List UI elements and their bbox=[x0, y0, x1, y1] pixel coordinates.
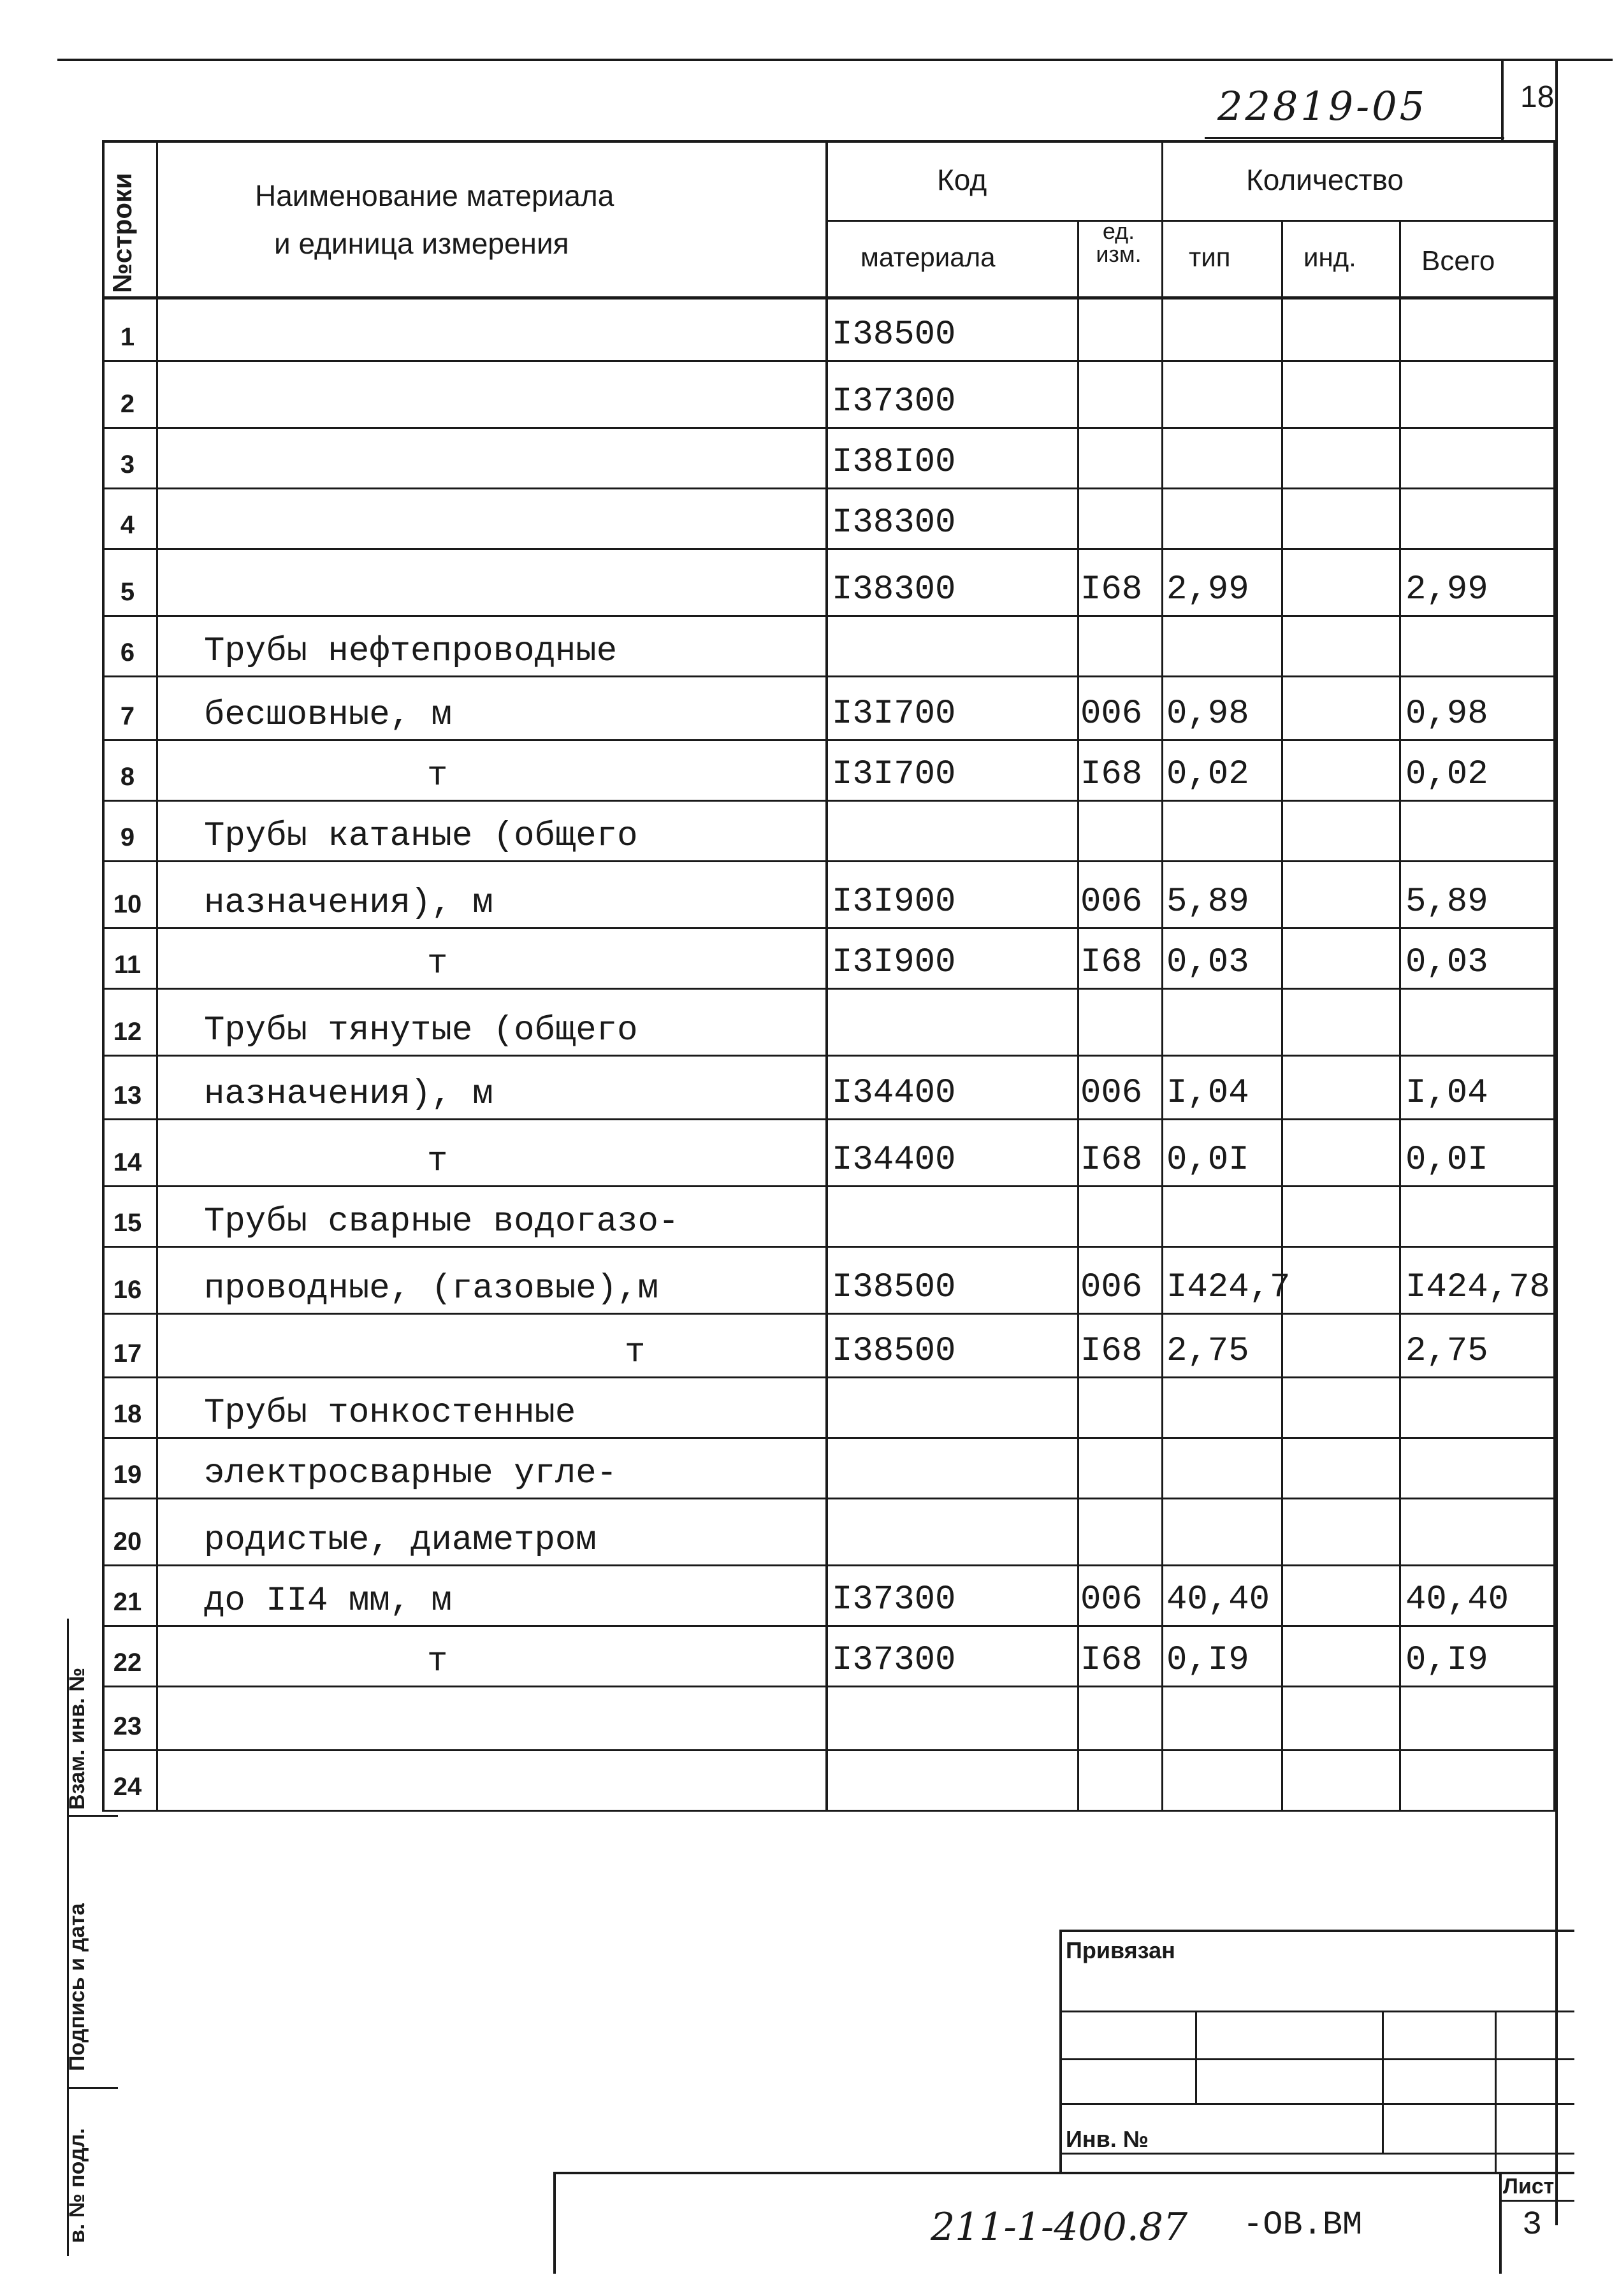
doc-code-suffix: -ОВ.ВМ bbox=[1243, 2206, 1363, 2244]
row-qty-total: 0,I9 bbox=[1405, 1641, 1488, 1680]
row-unit: 006 bbox=[1080, 883, 1143, 921]
row-code: I38300 bbox=[832, 570, 956, 609]
row-unit: I68 bbox=[1080, 570, 1143, 609]
row-name: т bbox=[427, 756, 448, 795]
header-code-unit: ед. изм. bbox=[1096, 218, 1142, 267]
row-number: 24 bbox=[113, 1773, 142, 1801]
row-number: 20 bbox=[113, 1527, 142, 1556]
corner-sheet-number: 18 bbox=[1520, 80, 1555, 114]
row-name: т bbox=[625, 1333, 646, 1372]
row-number: 4 bbox=[120, 511, 135, 539]
row-qty-total: 5,89 bbox=[1405, 883, 1488, 921]
row-number: 18 bbox=[113, 1400, 142, 1428]
doc-code-handwritten: 211-1-400.87 bbox=[931, 2205, 1188, 2249]
row-number: 3 bbox=[120, 451, 135, 479]
inv-no-label: Инв. № bbox=[1066, 2126, 1149, 2152]
row-number: 8 bbox=[120, 763, 135, 791]
row-qty-total: I,04 bbox=[1405, 1074, 1488, 1113]
row-code: I38500 bbox=[832, 1332, 956, 1371]
row-number: 10 bbox=[113, 890, 142, 918]
row-unit: I68 bbox=[1080, 1641, 1143, 1680]
privyazan-label: Привязан bbox=[1066, 1937, 1175, 1963]
row-qty-type: 40,40 bbox=[1166, 1580, 1270, 1619]
row-number: 11 bbox=[113, 951, 142, 979]
row-qty-type: 0,02 bbox=[1166, 755, 1249, 794]
row-unit: I68 bbox=[1080, 755, 1143, 794]
row-name: родистые, диаметром bbox=[204, 1521, 597, 1560]
row-qty-type: I424,7 bbox=[1166, 1268, 1291, 1307]
row-qty-total: 0,02 bbox=[1405, 755, 1488, 794]
row-qty-type: 0,I9 bbox=[1166, 1641, 1249, 1680]
side-stamp-vzam-inv: Взам. инв. № bbox=[65, 1667, 89, 1810]
row-number: 23 bbox=[113, 1712, 142, 1740]
header-qty-ind: инд. bbox=[1303, 242, 1356, 272]
row-qty-type: 5,89 bbox=[1166, 883, 1249, 921]
row-qty-total: 2,99 bbox=[1405, 570, 1488, 609]
header-code: Код bbox=[937, 163, 987, 196]
row-code: I3I900 bbox=[832, 883, 956, 921]
side-stamp-podpis-data: Подпись и дата bbox=[65, 1903, 89, 2071]
row-qty-type: 2,99 bbox=[1166, 570, 1249, 609]
row-unit: 006 bbox=[1080, 1074, 1143, 1113]
row-qty-type: I,04 bbox=[1166, 1074, 1249, 1113]
row-number: 1 bbox=[120, 323, 135, 351]
row-number: 5 bbox=[120, 578, 135, 606]
row-number: 17 bbox=[113, 1339, 142, 1368]
row-name: Трубы сварные водогазо- bbox=[204, 1202, 679, 1241]
row-number: 16 bbox=[113, 1276, 142, 1304]
row-code: I38500 bbox=[832, 315, 956, 354]
row-number: 15 bbox=[113, 1209, 142, 1237]
row-number: 19 bbox=[113, 1461, 142, 1489]
row-code: I38I00 bbox=[832, 443, 956, 482]
row-code: I37300 bbox=[832, 382, 956, 421]
row-unit: 006 bbox=[1080, 1580, 1143, 1619]
row-number: 6 bbox=[120, 639, 135, 667]
row-name: назначения), м bbox=[204, 884, 493, 923]
row-number: 21 bbox=[113, 1588, 142, 1616]
row-qty-total: 2,75 bbox=[1405, 1332, 1488, 1371]
row-code: I34400 bbox=[832, 1074, 956, 1113]
header-qty-total: Всего bbox=[1421, 245, 1495, 277]
row-name: т bbox=[427, 944, 448, 983]
row-qty-total: 0,03 bbox=[1405, 943, 1488, 982]
header-code-material: материала bbox=[860, 242, 996, 272]
row-code: I37300 bbox=[832, 1641, 956, 1680]
row-qty-total: I424,78 bbox=[1405, 1268, 1550, 1307]
row-code: I3I900 bbox=[832, 943, 956, 982]
row-number: 9 bbox=[120, 823, 135, 851]
row-code: I38300 bbox=[832, 503, 956, 542]
row-name: т bbox=[427, 1142, 448, 1181]
side-stamp-inv-podl: в. № подл. bbox=[65, 2128, 89, 2243]
row-name: назначения), м bbox=[204, 1075, 493, 1114]
row-name: Трубы тянутые (общего bbox=[204, 1011, 638, 1050]
row-name: бесшовные, м bbox=[204, 696, 452, 735]
row-unit: I68 bbox=[1080, 1141, 1143, 1180]
row-name: до II4 мм, м bbox=[204, 1582, 452, 1621]
row-code: I34400 bbox=[832, 1141, 956, 1180]
document-number-handwritten: 22819-05 bbox=[1217, 83, 1428, 129]
row-code: I37300 bbox=[832, 1580, 956, 1619]
row-qty-type: 0,0I bbox=[1166, 1141, 1249, 1180]
row-unit: I68 bbox=[1080, 943, 1143, 982]
row-code: I38500 bbox=[832, 1268, 956, 1307]
row-unit: 006 bbox=[1080, 695, 1143, 733]
header-row-number: №строки bbox=[107, 173, 137, 293]
row-name: проводные, (газовые),м bbox=[204, 1269, 658, 1308]
list-label: Лист bbox=[1503, 2174, 1555, 2199]
row-qty-total: 0,98 bbox=[1405, 695, 1488, 733]
row-name: Трубы тонкостенные bbox=[204, 1394, 576, 1433]
row-code: I3I700 bbox=[832, 695, 956, 733]
header-name-line2: и единица измерения bbox=[274, 227, 569, 260]
row-unit: 006 bbox=[1080, 1268, 1143, 1307]
row-qty-type: 0,03 bbox=[1166, 943, 1249, 982]
row-number: 12 bbox=[113, 1018, 142, 1046]
row-number: 13 bbox=[113, 1081, 142, 1109]
list-number: 3 bbox=[1522, 2206, 1543, 2244]
row-qty-total: 0,0I bbox=[1405, 1141, 1488, 1180]
row-name: электросварные угле- bbox=[204, 1454, 618, 1493]
row-qty-type: 0,98 bbox=[1166, 695, 1249, 733]
row-unit: I68 bbox=[1080, 1332, 1143, 1371]
row-code: I3I700 bbox=[832, 755, 956, 794]
row-name: Трубы катаные (общего bbox=[204, 817, 638, 856]
row-number: 22 bbox=[113, 1649, 142, 1677]
row-qty-total: 40,40 bbox=[1405, 1580, 1509, 1619]
header-qty-type: тип bbox=[1189, 242, 1231, 272]
row-number: 2 bbox=[120, 390, 135, 418]
row-name: т bbox=[427, 1642, 448, 1681]
row-number: 7 bbox=[120, 702, 135, 730]
row-number: 14 bbox=[113, 1148, 142, 1176]
header-name-line1: Наименование материала bbox=[255, 179, 614, 212]
row-name: Трубы нефтепроводные bbox=[204, 632, 618, 671]
header-quantity: Количество bbox=[1246, 163, 1404, 196]
row-qty-type: 2,75 bbox=[1166, 1332, 1249, 1371]
